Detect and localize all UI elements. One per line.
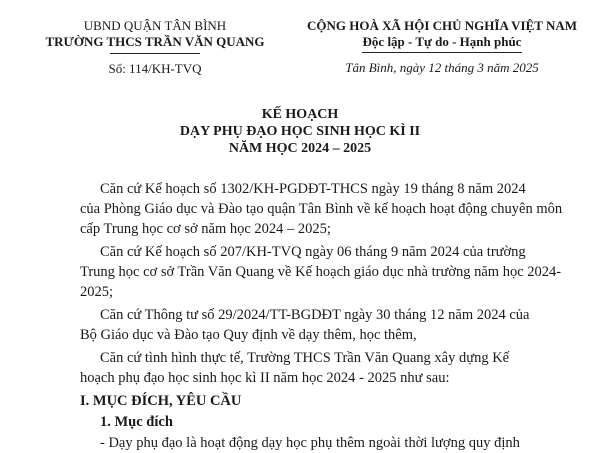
- subsection-heading-1-1: 1. Mục đích: [100, 414, 173, 430]
- title-line-3: NĂM HỌC 2024 – 2025: [228, 141, 372, 156]
- title-line-1: KẾ HOẠCH: [261, 107, 339, 122]
- national-title: CỘNG HOÀ XÃ HỘI CHỦ NGHĨA VIỆT NAM: [306, 18, 578, 33]
- basis-1-line-2: của Phòng Giáo dục và Đào tạo quận Tân Bình về kế hoạch hoạt động chuyên môn: [80, 201, 563, 217]
- issuer-underline: [110, 53, 200, 54]
- basis-2-line-3: 2025;: [80, 284, 114, 300]
- basis-3-line-2: Bộ Giáo dục và Đào tạo Quy định về dạy thêm, học thêm,: [80, 327, 417, 343]
- basis-3-line-1: Căn cứ Thông tư số 29/2024/TT-BGDĐT ngày 30 tháng 12 năm 2024 của: [100, 307, 530, 323]
- basis-2-line-2: Trung học cơ sở Trần Văn Quang về Kế hoạch giáo dục nhà trường năm học 2024-: [80, 264, 562, 280]
- section-heading-1: I. MỤC ĐÍCH, YÊU CẦU: [80, 393, 242, 409]
- issuer-school: TRƯỜNG THCS TRẦN VĂN QUANG: [45, 34, 265, 49]
- document-date: Tân Bình, ngày 12 tháng 3 năm 2025: [345, 60, 539, 75]
- issuer-block: [40, 18, 270, 77]
- basis-1-line-3: cấp Trung học cơ sở năm học 2024 – 2025;: [80, 221, 331, 237]
- purpose-line-1: - Dạy phụ đạo là hoạt động dạy học phụ thêm ngoài thời lượng quy định: [100, 435, 520, 451]
- national-motto: Độc lập - Tự do - Hạnh phúc: [362, 34, 522, 49]
- document-number: Số: 114/KH-TVQ: [108, 61, 202, 76]
- basis-4-line-1: Căn cứ tình hình thực tế, Trường THCS Trần Văn Quang xây dựng Kế: [100, 350, 510, 366]
- basis-1-line-1: Căn cứ Kế hoạch số 1302/KH-PGDĐT-THCS ngày 19 tháng 8 năm 2024: [100, 181, 526, 197]
- motto-underline: [362, 52, 522, 53]
- document-title: [0, 106, 600, 157]
- issuer-district: UBND QUẬN TÂN BÌNH: [83, 18, 227, 33]
- title-line-2: DẠY PHỤ ĐẠO HỌC SINH HỌC KÌ II: [179, 124, 421, 139]
- basis-4-line-2: hoạch phụ đạo học sinh học kì II năm học 2024 - 2025 như sau:: [80, 370, 450, 386]
- basis-2-line-1: Căn cứ Kế hoạch số 207/KH-TVQ ngày 06 tháng 9 năm 2024 của trường: [100, 244, 526, 260]
- national-header: [292, 18, 592, 76]
